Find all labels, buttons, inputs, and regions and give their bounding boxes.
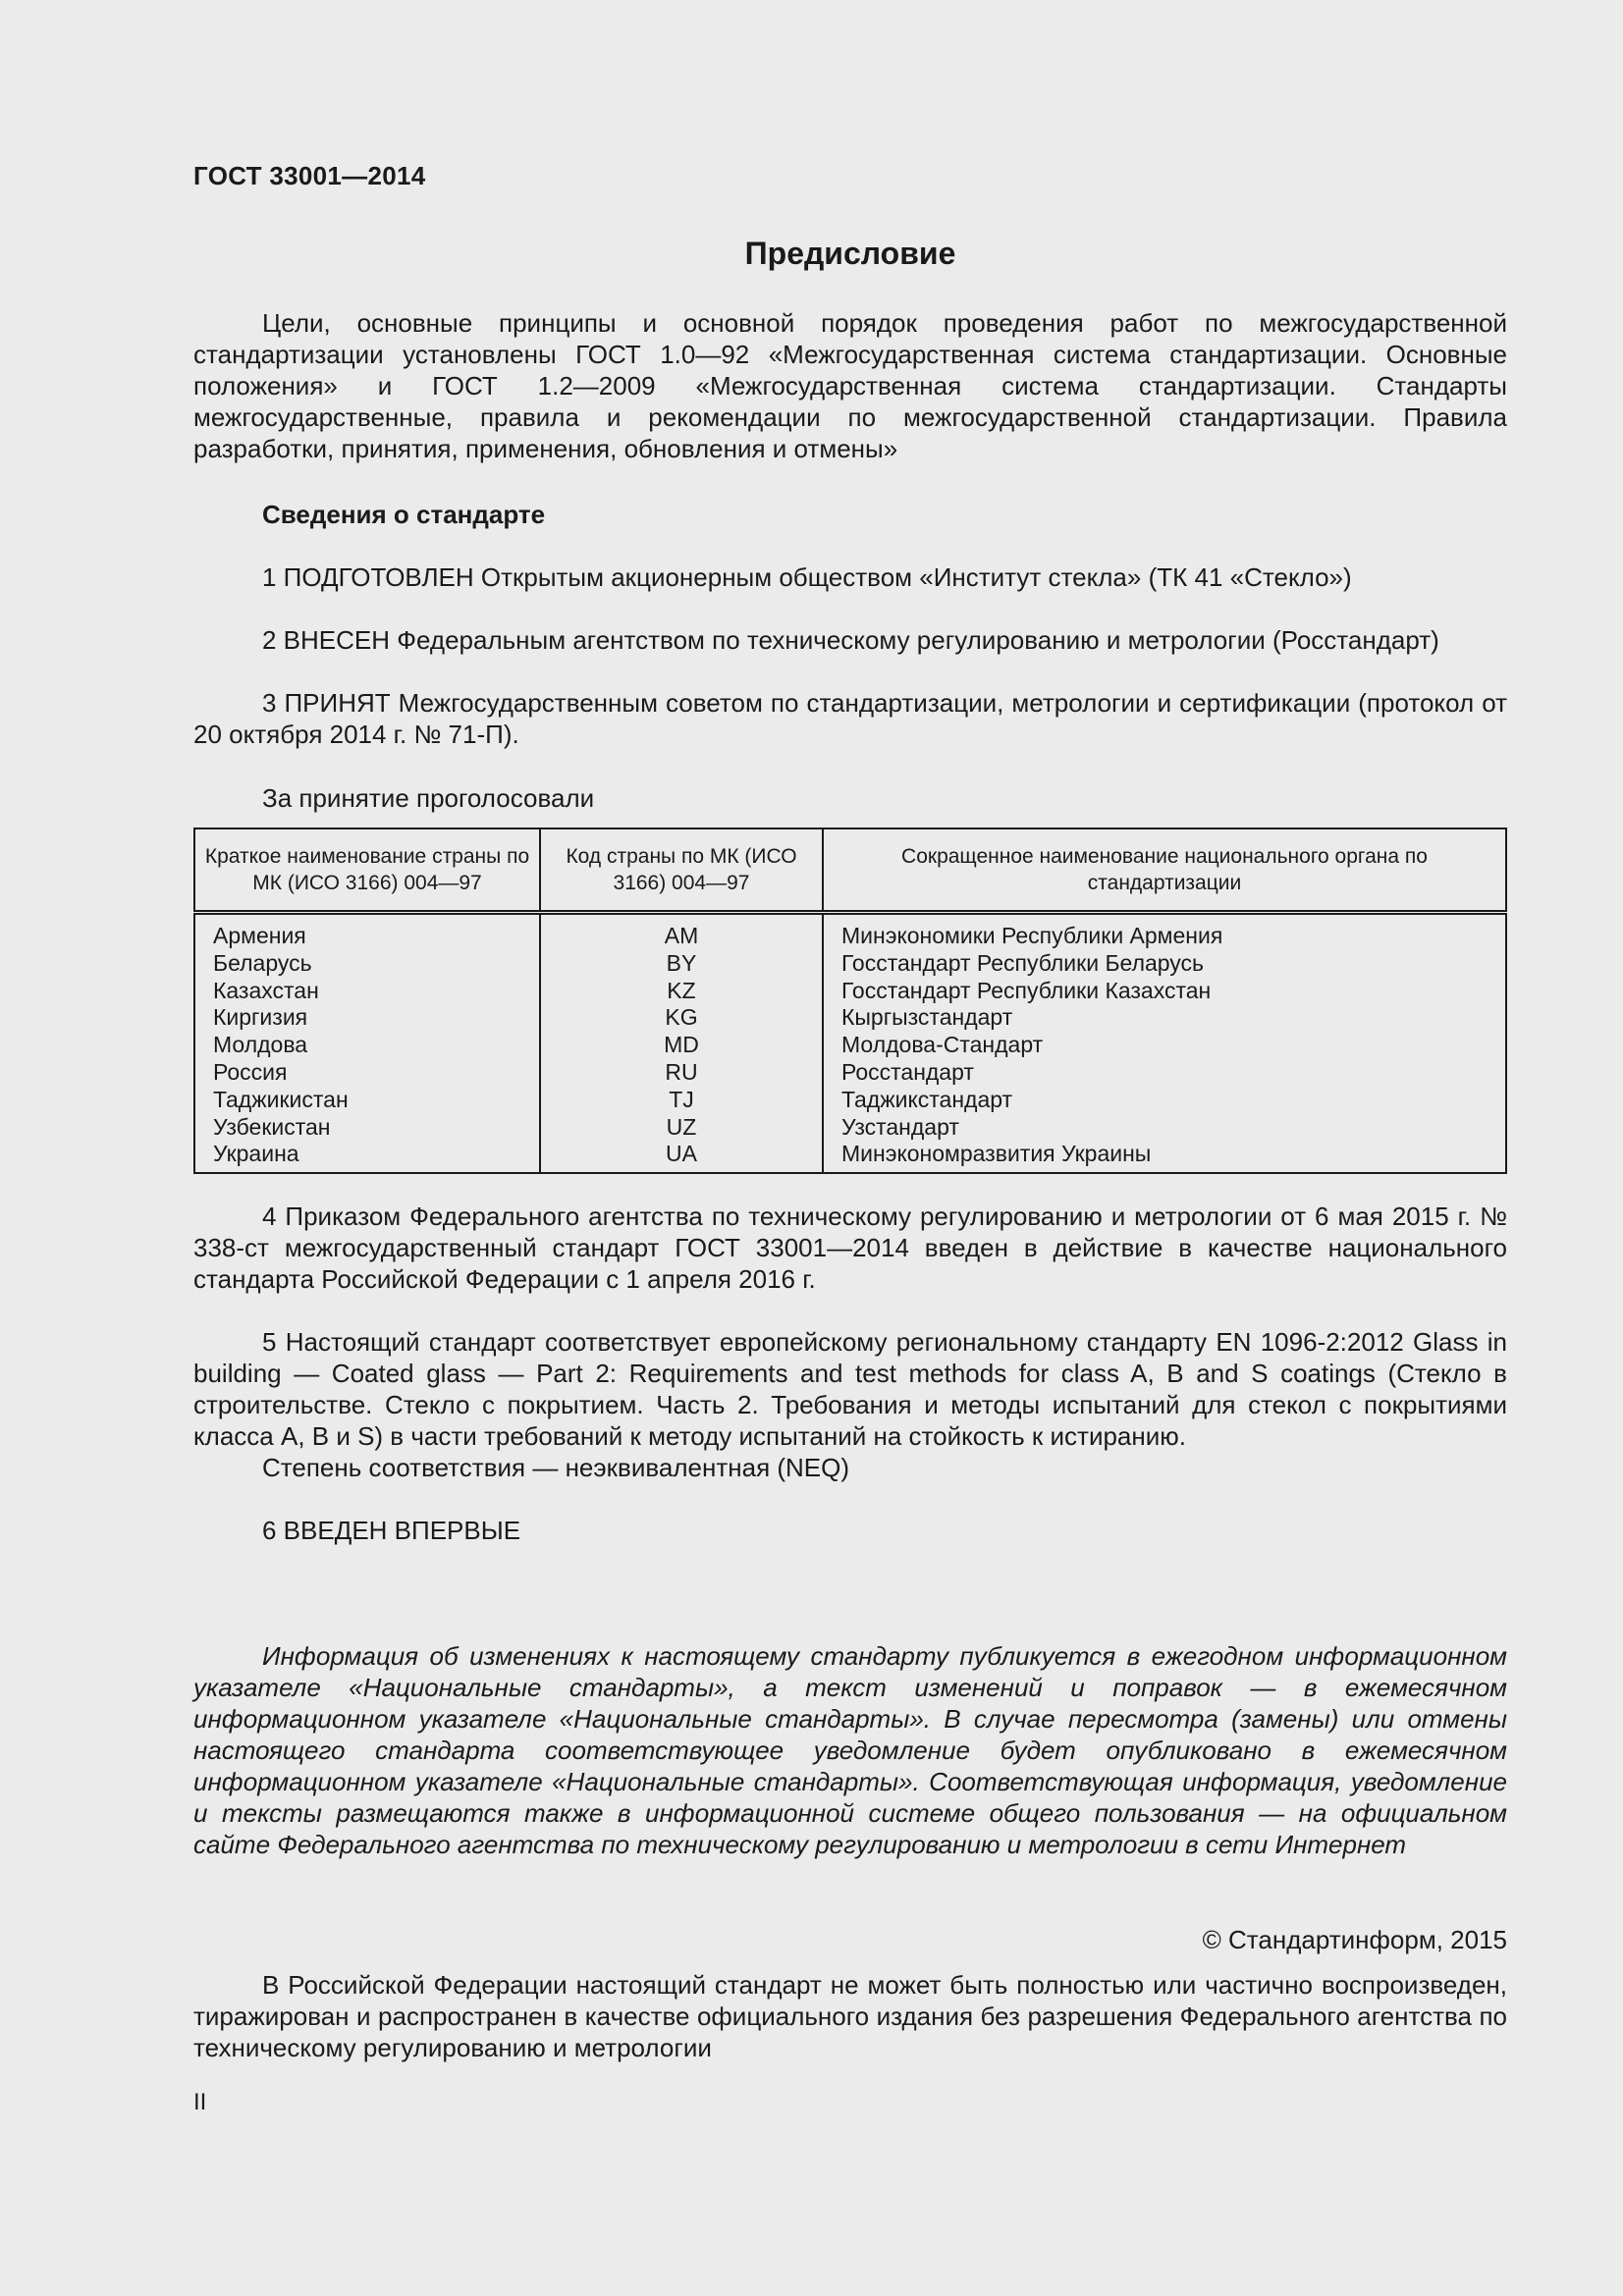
country-cell: Таджикистан [194,1087,540,1114]
country-cell: Россия [194,1059,540,1087]
table-header-country: Краткое наименование страны по МК (ИСО 3166) 004—97 [194,828,540,913]
code-cell: UA [540,1141,823,1173]
body-cell: Кыргызстандарт [823,1004,1506,1032]
body-cell: Минэкономики Республики Армения [823,913,1506,950]
page-title: Предисловие [744,236,956,271]
body-cell: Минэкономразвития Украины [823,1141,1506,1173]
country-cell: Узбекистан [194,1114,540,1142]
item-6: 6 ВВЕДЕН ВПЕРВЫЕ [262,1516,521,1545]
voting-table [193,828,1507,1174]
code-cell: TJ [540,1087,823,1114]
item-5: 5 Настоящий стандарт соответствует европейскому региональному стандарту EN 1096-2:2012 Glass in building — Coated glass — Part 2: Requirements and test methods for class A, B and S coatings (Стекло в строительстве. Стекло с покрытием. Часть 2. Требования и методы испытаний для стекол с покрытиями класса A, B и S) в части требований к методу испытаний на стойкость к истиранию. [193,1327,1507,1451]
document-header: ГОСТ 33001—2014 [193,161,426,190]
info-heading: Сведения о стандарте [262,500,546,529]
country-cell: Армения [194,913,540,950]
code-cell: RU [540,1059,823,1087]
country-cell: Молдова [194,1032,540,1059]
body-cell: Госстандарт Республики Казахстан [823,978,1506,1005]
table-row [194,1032,1506,1059]
item-1: 1 ПОДГОТОВЛЕН Открытым акционерным обществом «Институт стекла» (ТК 41 «Стекло») [262,562,1352,592]
table-row [194,1059,1506,1087]
code-cell: BY [540,950,823,978]
country-cell: Украина [194,1141,540,1173]
table-header-code: Код страны по МК (ИСО 3166) 004—97 [540,828,823,913]
table-row [194,1004,1506,1032]
code-cell: UZ [540,1114,823,1142]
country-cell: Киргизия [194,1004,540,1032]
body-cell: Таджикстандарт [823,1087,1506,1114]
code-cell: KG [540,1004,823,1032]
body-cell: Госстандарт Республики Беларусь [823,950,1506,978]
table-row [194,950,1506,978]
country-cell: Беларусь [194,950,540,978]
change-info-notice: Информация об изменениях к настоящему стандарту публикуется в ежегодном информационном указателе «Национальные стандарты», а текст изменений и поправок — в ежемесячном информационном указателе «Национальные стандарты». В случае пересмотра (замены) или отмены настоящего стандарта соответствующее уведомление будет опубликовано в ежемесячном информационном указателе «Национальные стандарты». Соответствующая информация, уведомление и тексты размещаются также в информационной системе общего пользования — на официальном сайте Федерального агентства по техническому регулированию и метрологии в сети Интернет [193,1641,1507,1859]
body-cell: Росстандарт [823,1059,1506,1087]
body-cell: Молдова-Стандарт [823,1032,1506,1059]
table-row [194,913,1506,950]
page-number: II [193,2089,207,2115]
table-row [194,1141,1506,1173]
copyright: © Стандартинформ, 2015 [1202,1925,1507,1954]
country-cell: Казахстан [194,978,540,1005]
table-row [194,1087,1506,1114]
reproduction-notice: В Российской Федерации настоящий стандарт не может быть полностью или частично воспроизведен, тиражирован и распространен в качестве официального издания без разрешения Федерального агентства по техническому регулированию и метрологии [193,1970,1507,2062]
table-header-body: Сокращенное наименование национального органа по стандартизации [823,828,1506,913]
table-row [194,978,1506,1005]
intro-paragraph: Цели, основные принципы и основной порядок проведения работ по межгосударственной стандартизации установлены ГОСТ 1.0—92 «Межгосударственная система стандартизации. Основные положения» и ГОСТ 1.2—2009 «Межгосударственная система стандартизации. Стандарты межгосударственные, правила и рекомендации по межгосударственной стандартизации. Правила разработки, принятия, применения, обновления и отмены» [193,308,1507,463]
code-cell: KZ [540,978,823,1005]
item-2: 2 ВНЕСЕН Федеральным агентством по техническому регулированию и метрологии (Росстандарт) [262,625,1439,655]
table-row [194,1114,1506,1142]
code-cell: AM [540,913,823,950]
body-cell: Узстандарт [823,1114,1506,1142]
item-4: 4 Приказом Федерального агентства по техническому регулированию и метрологии от 6 мая 2015 г. № 338-ст межгосударственный стандарт ГОСТ 33001—2014 введен в действие в качестве национального стандарта Российской Федерации с 1 апреля 2016 г. [193,1201,1507,1294]
item-3: 3 ПРИНЯТ Межгосударственным советом по стандартизации, метрологии и сертификации (протокол от 20 октября 2014 г. № 71-П). [193,688,1507,749]
code-cell: MD [540,1032,823,1059]
item-5-degree: Степень соответствия — неэквивалентная (NEQ) [262,1453,850,1482]
voted-label: За принятие проголосовали [262,783,595,813]
